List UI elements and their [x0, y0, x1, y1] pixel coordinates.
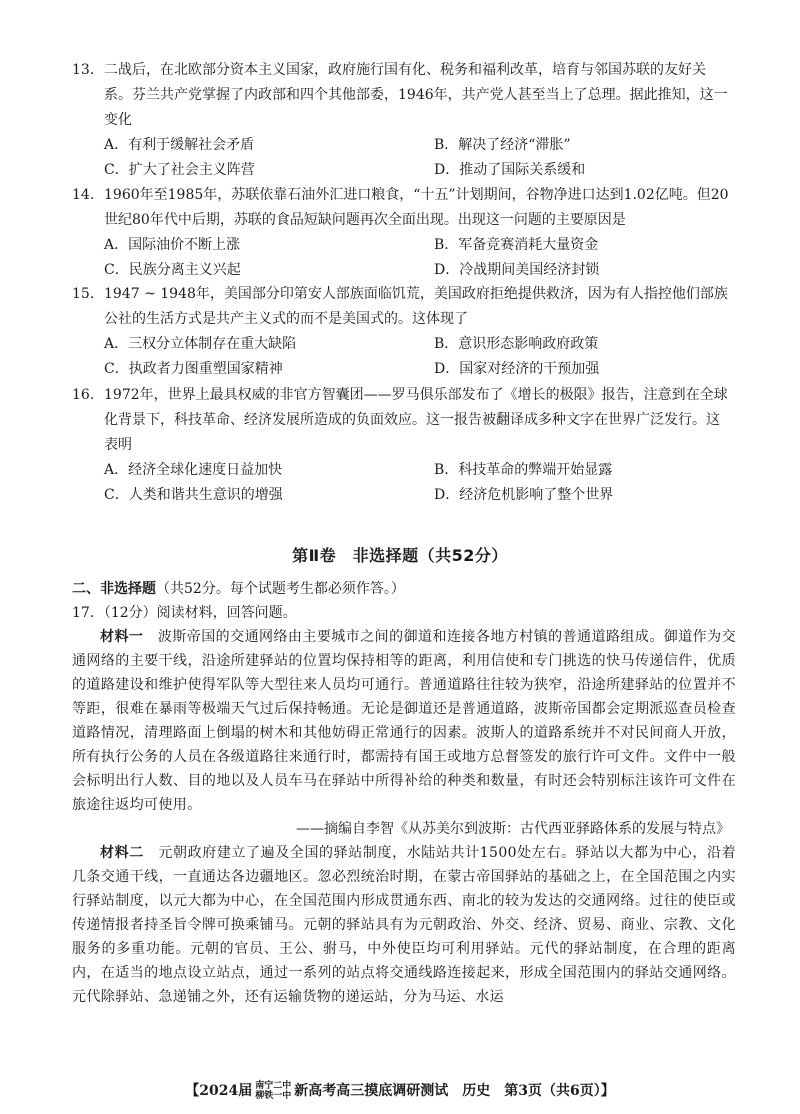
option-a: A．有利于缓解社会矛盾: [104, 137, 255, 153]
question-16: [72, 383, 732, 508]
question-stem: [72, 183, 732, 233]
question-14: [72, 183, 732, 283]
option-d: D．冷战期间美国经济封锁: [434, 262, 600, 278]
question-stem: [72, 383, 732, 458]
material-one-source: ——摘编自李智《从苏美尔到波斯：古代西亚驿路体系的发展与特点》: [296, 821, 730, 837]
question-text: 1947 ~ 1948年，美国部分印第安人部族面临饥荒，美国政府拒绝提供救济，因为有人指控他们部族公社的生活方式是共产主义式的而不是美国式的。这体现了: [104, 286, 728, 327]
page-footer: [0, 1081, 800, 1101]
question-number: 15.: [72, 286, 95, 302]
option-d: D．国家对经济的干预加强: [434, 361, 600, 377]
question-text: 1960年至1985年，苏联依靠石油外汇进口粮食，“十五”计划期间，谷物净进口达到1.02亿吨。但20世纪80年代中后期，苏联的食品短缺问题再次全面出现。出现这一问题的主要原因是: [104, 187, 729, 228]
section-heading-note: （共52分。每个试题考生都必须作答。）: [156, 581, 405, 597]
option-c: C．执政者力图重塑国家精神: [104, 361, 283, 377]
non-choice-section: [72, 577, 736, 1009]
question-17-title: 17．（12分）阅读材料，回答问题。: [72, 605, 297, 621]
question-13: [72, 58, 732, 183]
option-a: A．经济全球化速度日益加快: [104, 462, 283, 478]
option-c: C．扩大了社会主义阵营: [104, 162, 255, 178]
material-one-text: 波斯帝国的交通网络由主要城市之间的御道和连接各地方村镇的普通道路组成。御道作为交通网络的主要干线，沿途所建驿站的位置均保持相等的距离，利用信使和专门挑选的快马传递信件，优质的道路建设和维护使得军队等大型往来人员均可通行。普通道路往往较为狭窄，沿途所建驿站的位置并不等距，很难在暴雨等极端天气过后保持畅通。无论是御道还是普通道路，波斯帝国都会定期派巡查员检查道路情况，清理路面上倒塌的树木和其他妨碍正常通行的因素。波斯人的道路系统并不对民间商人开放，所有执行公务的人员在各级道路往来通行时，都需持有国王或地方总督签发的旅行许可文件。文件中一般会标明出行人数、目的地以及人员车马在驿站中所得补给的种类和数量，有时还会特别标注该许可文件在旅途往返均可使用。: [72, 629, 736, 813]
option-b: B．意识形态影响政府政策: [434, 336, 599, 352]
options: [72, 458, 732, 508]
option-d: D．推动了国际关系缓和: [434, 162, 586, 178]
footer-prefix: 【2024届: [185, 1083, 253, 1099]
footer-school-top: 南宁二中: [255, 1081, 292, 1091]
option-b: B．军备竞赛消耗大量资金: [434, 237, 599, 253]
option-a: A．国际油价不断上涨: [104, 237, 241, 253]
option-a: A．三权分立体制存在重大缺陷: [104, 336, 297, 352]
option-c: C．人类和谐共生意识的增强: [104, 487, 283, 503]
option-c: C．民族分离主义兴起: [104, 262, 241, 278]
options: [72, 233, 732, 283]
section-title: 第Ⅱ卷 非选择题（共52分）: [292, 546, 508, 565]
material-two-text: 元朝政府建立了遍及全国的驿站制度，水陆站共计1500处左右。驿站以大都为中心，沿着几条交通干线，一直通达各边疆地区。忽必烈统治时期，在蒙古帝国驿站的基础之上，在全国范围之内实行驿站制度，以元大都为中心，在全国范围内形成贯通东西、南北的较为发达的交通网络。过往的使臣或传递情报者持圣旨令牌可换乘铺马。元朝的驿站具有为元朝政治、外交、经济、贸易、商业、宗教、文化服务的多重功能。元朝的官员、王公、驸马，中外使臣均可利用驿站。元代的驿站制度，在合理的距离内，在适当的地点设立站点，通过一系列的站点将交通线路连接起来，形成全国范围内的驿站交通网络。元代除驿站、急递铺之外，还有运输货物的递运站，分为马运、水运: [72, 845, 736, 1005]
question-number: 16.: [72, 387, 95, 403]
footer-schools: [255, 1081, 291, 1101]
material-two: [72, 841, 736, 1009]
option-d: D．经济危机影响了整个世界: [434, 487, 614, 503]
footer-school-bottom: 柳铁一中: [255, 1091, 292, 1101]
section-heading-bold: 二、非选择题: [72, 581, 156, 597]
question-text: 1972年，世界上最具权威的非官方智囊团——罗马俱乐部发布了《增长的极限》报告，注意到在全球化背景下，科技革命、经济发展所造成的负面效应。这一报告被翻译成多种文字在世界广泛发行。这表明: [104, 387, 728, 453]
section-heading: [72, 577, 736, 601]
option-b: B．解决了经济“滞胀”: [434, 137, 571, 153]
material-two-label: 材料二: [100, 845, 144, 861]
question-number: 14.: [72, 187, 95, 203]
material-one-label: 材料一: [100, 629, 144, 645]
material-one: [72, 625, 736, 817]
footer-suffix: 新高考高三摸底调研测试 历史 第3页（共6页）】: [294, 1083, 615, 1099]
option-b: B．科技革命的弊端开始显露: [434, 462, 613, 478]
question-15: [72, 282, 732, 382]
question-text: 二战后，在北欧部分资本主义国家，政府施行国有化、税务和福利改革，培育与邻国苏联的友好关系。芬兰共产党掌握了内政部和四个其他部委，1946年，共产党人甚至当上了总理。据此推知，这一变化: [104, 62, 728, 128]
question-stem: [72, 58, 732, 133]
question-number: 13.: [72, 62, 95, 78]
options: [72, 332, 732, 382]
options: [72, 133, 732, 183]
question-stem: [72, 282, 732, 332]
